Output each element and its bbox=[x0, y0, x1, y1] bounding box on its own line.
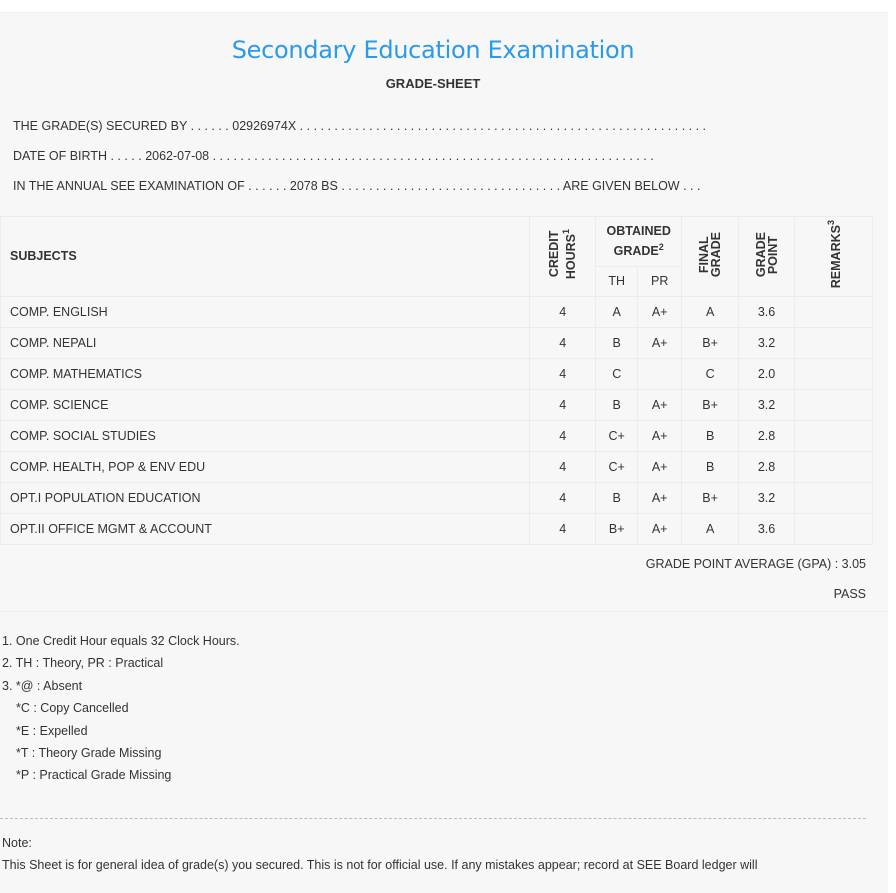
cell-subject: OPT.II OFFICE MGMT & ACCOUNT bbox=[1, 513, 530, 544]
cell-subject: COMP. ENGLISH bbox=[1, 296, 530, 327]
cell-th: A bbox=[596, 296, 638, 327]
header-th: TH bbox=[596, 266, 638, 296]
table-row bbox=[1, 451, 873, 482]
cell-gp: 3.6 bbox=[739, 296, 795, 327]
footnote-item: *C : Copy Cancelled bbox=[16, 701, 129, 716]
header-subjects: SUBJECTS bbox=[1, 216, 530, 296]
cell-final: B bbox=[682, 451, 739, 482]
cell-remarks bbox=[795, 513, 873, 544]
cell-remarks bbox=[795, 482, 873, 513]
header-credit-hours: CREDIT HOURS$^1$ bbox=[530, 216, 596, 296]
footnote-item: 3. *@ : Absent bbox=[2, 678, 83, 693]
cell-pr: A+ bbox=[638, 389, 682, 420]
footnote-item: 1. One Credit Hour equals 32 Clock Hours. bbox=[2, 634, 240, 648]
cell-remarks bbox=[795, 327, 873, 358]
cell-final: C bbox=[682, 358, 739, 389]
cell-th: B bbox=[596, 482, 638, 513]
cell-th: B bbox=[596, 389, 638, 420]
cell-subject: COMP. HEALTH, POP & ENV EDU bbox=[1, 451, 530, 482]
header-grade-point: GRADE POINT bbox=[739, 216, 795, 296]
gpa-text: GRADE POINT AVERAGE (GPA) : 3.05 bbox=[645, 557, 866, 571]
cell-credit: 4 bbox=[530, 327, 596, 358]
cell-remarks bbox=[795, 389, 873, 420]
cell-pr: A+ bbox=[638, 513, 682, 544]
cell-subject: COMP. NEPALI bbox=[1, 327, 530, 358]
cell-pr: A+ bbox=[638, 327, 682, 358]
cell-pr: A+ bbox=[638, 451, 682, 482]
cell-gp: 3.2 bbox=[739, 327, 795, 358]
cell-remarks bbox=[795, 296, 873, 327]
divider bbox=[0, 611, 888, 612]
grade-sheet-heading: GRADE-SHEET bbox=[385, 76, 481, 91]
table-row bbox=[1, 513, 873, 544]
cell-credit: 4 bbox=[530, 358, 596, 389]
note-text: This Sheet is for general idea of grade(s) you secured. This is not for official use. If any mistakes appear; record at SEE Board ledger will bbox=[2, 858, 758, 872]
result-status: PASS bbox=[833, 587, 866, 601]
cell-pr: A+ bbox=[638, 482, 682, 513]
cell-final: B bbox=[682, 420, 739, 451]
cell-gp: 2.0 bbox=[739, 358, 795, 389]
cell-subject: OPT.I POPULATION EDUCATION bbox=[1, 482, 530, 513]
cell-th: B+ bbox=[596, 513, 638, 544]
cell-credit: 4 bbox=[530, 420, 596, 451]
cell-credit: 4 bbox=[530, 482, 596, 513]
cell-final: B+ bbox=[682, 389, 739, 420]
cell-subject: COMP. SCIENCE bbox=[1, 389, 530, 420]
cell-final: A bbox=[682, 513, 739, 544]
cell-gp: 2.8 bbox=[739, 451, 795, 482]
cell-pr: A+ bbox=[638, 420, 682, 451]
table-row bbox=[1, 296, 873, 327]
cell-pr: A+ bbox=[638, 296, 682, 327]
cell-th: C+ bbox=[596, 420, 638, 451]
cell-remarks bbox=[795, 358, 873, 389]
dob-line: DATE OF BIRTH . . . . . 2062-07-08 . . . . . . . . . . . . . . . . . . . . . . . . . . . . . . . . . . . . . . . . . . . . . . . . . . . . . . . . . . . . . . . . bbox=[13, 149, 654, 163]
footnote-item: *E : Expelled bbox=[16, 723, 88, 738]
cell-th: C bbox=[596, 358, 638, 389]
table-row bbox=[1, 389, 873, 420]
cell-gp: 3.6 bbox=[739, 513, 795, 544]
table-row bbox=[1, 482, 873, 513]
table-row bbox=[1, 327, 873, 358]
header-pr: PR bbox=[638, 266, 682, 296]
cell-gp: 3.2 bbox=[739, 389, 795, 420]
cell-th: C+ bbox=[596, 451, 638, 482]
grades-table bbox=[0, 204, 873, 545]
header-obtained-grade: OBTAINED GRADE$^2$ bbox=[596, 216, 682, 266]
header-remarks: REMARKS$^3$ bbox=[795, 216, 873, 296]
table-row bbox=[1, 420, 873, 451]
note-label: Note: bbox=[2, 836, 32, 850]
table-row bbox=[1, 358, 873, 389]
cell-credit: 4 bbox=[530, 451, 596, 482]
exam-line: IN THE ANNUAL SEE EXAMINATION OF . . . . . . 2078 BS . . . . . . . . . . . . . . . . . . . . . . . . . . . . . . . . ARE GIVEN BELOW . . . bbox=[13, 179, 701, 193]
secured-by-line: THE GRADE(S) SECURED BY . . . . . . 02926974X . . . . . . . . . . . . . . . . . . . . . . . . . . . . . . . . . . . . . . . . . . . . . . . . . . . . . . . . . . . bbox=[13, 119, 707, 133]
page-title: Secondary Education Examination bbox=[231, 36, 635, 64]
cell-credit: 4 bbox=[530, 513, 596, 544]
cell-remarks bbox=[795, 420, 873, 451]
footnote-item: *T : Theory Grade Missing bbox=[16, 746, 162, 760]
footnote-item: 2. TH : Theory, PR : Practical bbox=[2, 656, 164, 671]
cell-credit: 4 bbox=[530, 296, 596, 327]
cell-remarks bbox=[795, 451, 873, 482]
cell-credit: 4 bbox=[530, 389, 596, 420]
cell-subject: COMP. SOCIAL STUDIES bbox=[1, 420, 530, 451]
cell-final: B+ bbox=[682, 327, 739, 358]
cell-pr bbox=[638, 358, 682, 389]
footnote-item: *P : Practical Grade Missing bbox=[16, 768, 172, 783]
cell-gp: 3.2 bbox=[739, 482, 795, 513]
dashed-divider bbox=[0, 818, 866, 819]
cell-gp: 2.8 bbox=[739, 420, 795, 451]
cell-final: B+ bbox=[682, 482, 739, 513]
cell-th: B bbox=[596, 327, 638, 358]
header-final-grade: FINAL GRADE bbox=[682, 216, 739, 296]
cell-final: A bbox=[682, 296, 739, 327]
cell-subject: COMP. MATHEMATICS bbox=[1, 358, 530, 389]
